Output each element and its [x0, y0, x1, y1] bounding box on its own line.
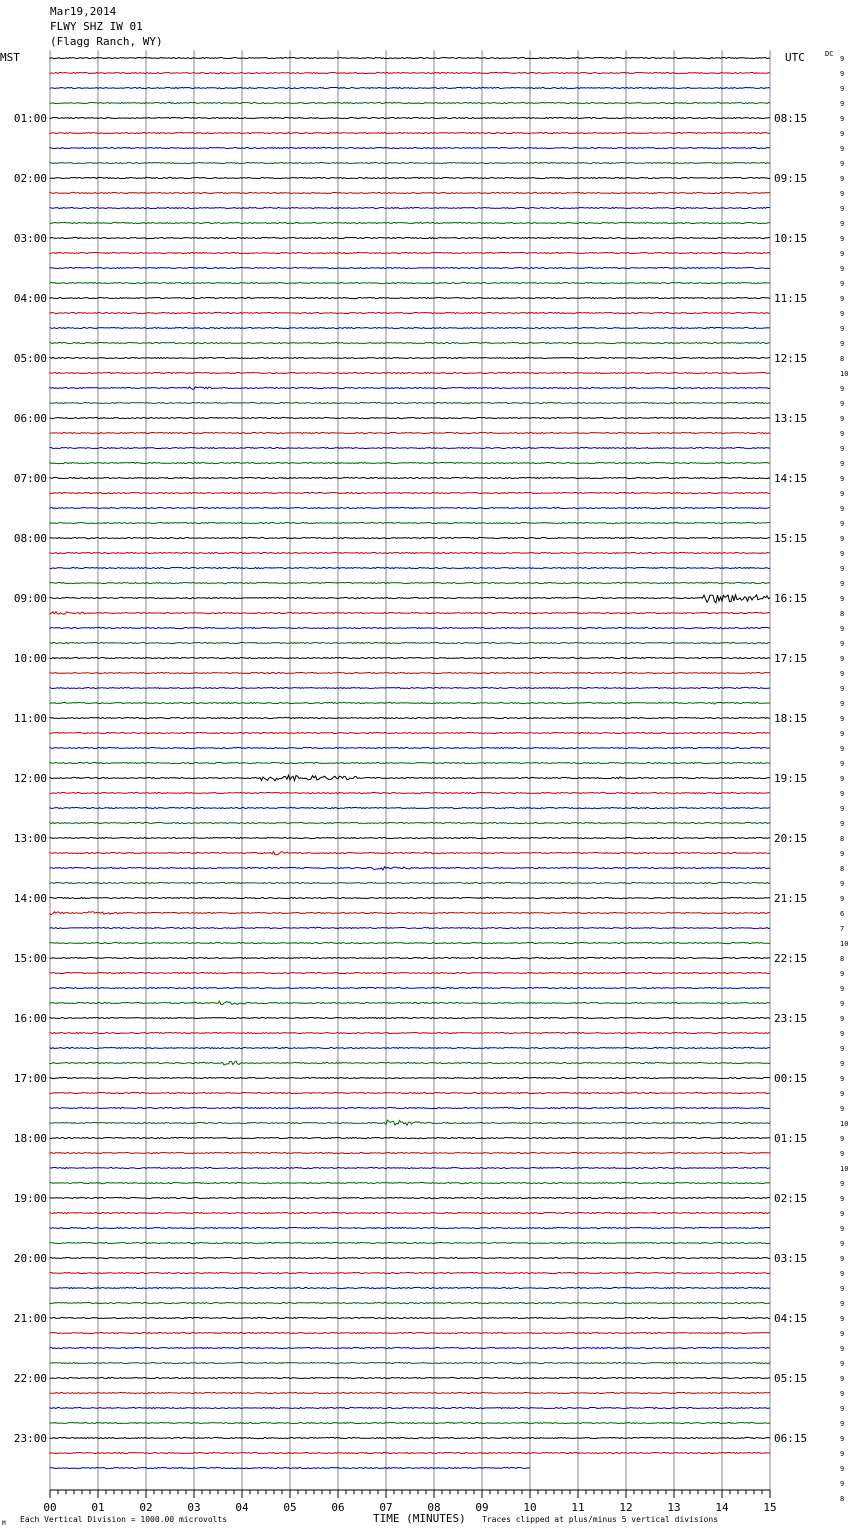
dc-offset-label: 6	[840, 910, 845, 918]
seismic-trace	[50, 1032, 770, 1033]
dc-offset-label: 9	[840, 310, 845, 318]
seismic-trace	[50, 927, 770, 928]
seismic-trace	[50, 222, 770, 223]
seismic-trace	[50, 342, 770, 343]
utc-hour-label: 18:15	[774, 712, 808, 725]
dc-offset-label: 9	[840, 1180, 845, 1188]
x-tick-label: 00	[43, 1501, 57, 1514]
dc-offset-label: 9	[840, 1435, 845, 1443]
left-timezone-label: MST	[0, 51, 20, 64]
seismic-trace	[50, 1407, 770, 1408]
seismic-trace	[50, 507, 770, 508]
dc-offset-label: 9	[840, 730, 845, 738]
dc-offset-label: 9	[840, 265, 845, 273]
seismic-trace	[50, 1392, 770, 1393]
dc-offset-label: 9	[840, 985, 845, 993]
dc-offset-label: 9	[840, 1075, 845, 1083]
mst-hour-label: 19:00	[13, 1192, 47, 1205]
mst-hour-label: 02:00	[13, 172, 47, 185]
seismic-trace	[50, 595, 770, 603]
dc-offset-label: 8	[840, 865, 845, 873]
dc-offset-label: 9	[840, 445, 845, 453]
mst-hour-label: 22:00	[13, 1372, 47, 1385]
dc-offset-label: 9	[840, 640, 845, 648]
seismic-trace	[50, 987, 770, 988]
seismic-trace	[50, 477, 770, 478]
dc-offset-label: 8	[840, 1495, 845, 1503]
seismic-trace	[50, 237, 770, 238]
corner-mark: M	[2, 1520, 6, 1527]
seismic-trace	[50, 1137, 770, 1138]
header-location: (Flagg Ranch, WY)	[50, 35, 163, 48]
dc-offset-label: 9	[840, 430, 845, 438]
seismic-trace	[50, 282, 770, 283]
utc-hour-label: 17:15	[774, 652, 808, 665]
mst-hour-label: 13:00	[13, 832, 47, 845]
utc-hour-label: 13:15	[774, 412, 808, 425]
dc-offset-label: 9	[840, 1060, 845, 1068]
dc-offset-label: 9	[840, 1240, 845, 1248]
seismic-trace	[50, 417, 770, 418]
seismic-trace	[50, 672, 770, 673]
x-tick-label: 03	[187, 1501, 201, 1514]
seismic-trace	[50, 1452, 770, 1453]
utc-hour-label: 00:15	[774, 1072, 808, 1085]
utc-hour-label: 09:15	[774, 172, 808, 185]
dc-offset-label: 9	[840, 700, 845, 708]
seismic-trace	[50, 567, 770, 568]
seismic-trace	[50, 327, 770, 328]
dc-offset-label: 9	[840, 790, 845, 798]
dc-offset-label: 8	[840, 610, 845, 618]
dc-offset-label: 9	[840, 475, 845, 483]
mst-hour-label: 01:00	[13, 112, 47, 125]
dc-offset-label: 9	[840, 1105, 845, 1113]
seismic-trace	[50, 1287, 770, 1288]
seismic-trace	[50, 1437, 770, 1438]
dc-offset-label: 9	[840, 1315, 845, 1323]
utc-hour-label: 03:15	[774, 1252, 808, 1265]
seismic-trace	[50, 582, 770, 583]
seismic-trace	[50, 1377, 770, 1378]
seismic-trace	[50, 1167, 770, 1168]
dc-offset-label: 10	[840, 1165, 849, 1173]
seismic-trace	[50, 462, 770, 463]
dc-offset-label: 9	[840, 1135, 845, 1143]
scale-note: Each Vertical Division = 1000.00 microvolts	[20, 1515, 228, 1524]
dc-offset-label: 9	[840, 1480, 845, 1488]
dc-offset-label: 9	[840, 1375, 845, 1383]
dc-offset-label: 8	[840, 355, 845, 363]
seismic-trace	[50, 1317, 770, 1318]
seismic-trace	[50, 1212, 770, 1213]
seismic-trace	[50, 297, 770, 298]
dc-offset-label: 9	[840, 1300, 845, 1308]
dc-offset-label: 9	[840, 745, 845, 753]
dc-offset-label: 9	[840, 1285, 845, 1293]
mst-hour-label: 12:00	[13, 772, 47, 785]
dc-offset-label: 9	[840, 1390, 845, 1398]
x-tick-label: 08	[427, 1501, 441, 1514]
x-tick-label: 01	[91, 1501, 105, 1514]
seismic-trace	[50, 1242, 770, 1243]
seismic-trace	[50, 372, 770, 373]
seismic-trace	[50, 537, 770, 538]
mst-hour-label: 10:00	[13, 652, 47, 665]
dc-offset-label: 9	[840, 505, 845, 513]
seismic-trace	[50, 57, 770, 58]
seismic-trace	[50, 657, 770, 658]
x-tick-label: 11	[571, 1501, 585, 1514]
seismic-trace	[50, 147, 770, 148]
dc-offset-label: 9	[840, 1330, 845, 1338]
seismic-trace	[50, 1152, 770, 1153]
mst-hour-label: 16:00	[13, 1012, 47, 1025]
dc-offset-label: 9	[840, 1015, 845, 1023]
mst-hour-label: 06:00	[13, 412, 47, 425]
seismic-trace	[50, 807, 770, 808]
seismic-trace	[50, 1001, 770, 1005]
seismic-trace	[50, 1272, 770, 1273]
dc-offset-label: 9	[840, 1225, 845, 1233]
seismic-trace	[50, 87, 770, 88]
dc-offset-label: 9	[840, 55, 845, 63]
mst-hour-label: 23:00	[13, 1432, 47, 1445]
dc-offset-label: 9	[840, 340, 845, 348]
dc-offset-label: 10	[840, 1120, 849, 1128]
utc-hour-label: 16:15	[774, 592, 808, 605]
seismic-trace	[50, 432, 770, 433]
seismic-trace	[50, 1302, 770, 1303]
x-tick-label: 14	[715, 1501, 729, 1514]
mst-hour-label: 18:00	[13, 1132, 47, 1145]
utc-hour-label: 19:15	[774, 772, 808, 785]
dc-offset-label: 9	[840, 1045, 845, 1053]
seismic-trace	[50, 252, 770, 253]
seismic-trace	[50, 897, 770, 898]
utc-hour-label: 02:15	[774, 1192, 808, 1205]
x-tick-label: 15	[763, 1501, 777, 1514]
seismic-trace	[50, 1422, 770, 1423]
dc-offset-label: 9	[840, 1090, 845, 1098]
seismic-trace	[50, 942, 770, 943]
dc-offset-label: 9	[840, 1255, 845, 1263]
dc-offset-label: 9	[840, 580, 845, 588]
utc-hour-label: 11:15	[774, 292, 808, 305]
dc-offset-label: 9	[840, 1000, 845, 1008]
dc-offset-label: 9	[840, 565, 845, 573]
dc-offset-label: 9	[840, 970, 845, 978]
seismic-trace	[50, 1047, 770, 1048]
seismic-trace	[50, 402, 770, 403]
utc-hour-label: 10:15	[774, 232, 808, 245]
dc-offset-label: 10	[840, 940, 849, 948]
dc-offset-label: 9	[840, 1210, 845, 1218]
seismic-trace	[50, 132, 770, 133]
dc-offset-label: 9	[840, 670, 845, 678]
seismic-trace	[50, 1197, 770, 1198]
utc-hour-label: 22:15	[774, 952, 808, 965]
dc-offset-label: 9	[840, 85, 845, 93]
x-tick-label: 07	[379, 1501, 393, 1514]
dc-offset-label: 9	[840, 295, 845, 303]
dc-offset-label: 7	[840, 925, 845, 933]
dc-offset-label: 9	[840, 805, 845, 813]
seismic-trace	[50, 717, 770, 718]
seismic-trace	[50, 792, 770, 793]
dc-offset-label: 9	[840, 1465, 845, 1473]
seismic-trace	[50, 1362, 770, 1363]
x-tick-label: 05	[283, 1501, 297, 1514]
dc-offset-label: 9	[840, 250, 845, 258]
dc-offset-label: 9	[840, 235, 845, 243]
mst-hour-label: 14:00	[13, 892, 47, 905]
seismic-trace	[50, 972, 770, 973]
dc-offset-label: 9	[840, 715, 845, 723]
dc-offset-label: 9	[840, 520, 845, 528]
seismic-trace	[50, 552, 770, 553]
utc-hour-label: 01:15	[774, 1132, 808, 1145]
seismic-trace	[50, 882, 770, 883]
dc-offset-label: 9	[840, 70, 845, 78]
dc-label: DC	[825, 50, 834, 58]
dc-offset-label: 8	[840, 835, 845, 843]
dc-offset-label: 8	[840, 955, 845, 963]
seismic-trace	[50, 627, 770, 628]
utc-hour-label: 12:15	[774, 352, 808, 365]
seismic-trace	[50, 72, 770, 73]
seismic-trace	[50, 1182, 770, 1183]
seismic-trace	[50, 612, 770, 615]
dc-offset-label: 9	[840, 895, 845, 903]
utc-hour-label: 06:15	[774, 1432, 808, 1445]
dc-offset-label: 9	[840, 190, 845, 198]
utc-hour-label: 23:15	[774, 1012, 808, 1025]
dc-offset-label: 9	[840, 1450, 845, 1458]
utc-hour-label: 15:15	[774, 532, 808, 545]
utc-hour-label: 04:15	[774, 1312, 808, 1325]
mst-hour-label: 05:00	[13, 352, 47, 365]
mst-hour-label: 21:00	[13, 1312, 47, 1325]
seismic-trace	[50, 822, 770, 823]
dc-offset-label: 9	[840, 1150, 845, 1158]
x-tick-label: 09	[475, 1501, 489, 1514]
dc-offset-label: 9	[840, 850, 845, 858]
mst-hour-label: 17:00	[13, 1072, 47, 1085]
seismic-trace	[50, 732, 770, 733]
dc-offset-label: 9	[840, 760, 845, 768]
x-axis	[43, 1490, 776, 1514]
dc-offset-label: 9	[840, 325, 845, 333]
mst-hour-label: 15:00	[13, 952, 47, 965]
seismic-trace	[50, 837, 770, 838]
dc-offset-label: 9	[840, 115, 845, 123]
dc-offset-label: 9	[840, 100, 845, 108]
dc-offset-label: 9	[840, 385, 845, 393]
dc-offset-label: 9	[840, 535, 845, 543]
seismic-trace	[50, 867, 770, 870]
seismic-trace	[50, 747, 770, 748]
seismic-trace	[50, 102, 770, 103]
seismic-trace	[50, 1061, 770, 1065]
seismic-trace	[50, 522, 770, 523]
clip-note: Traces clipped at plus/minus 5 vertical divisions	[482, 1515, 719, 1524]
dc-offset-label: 9	[840, 415, 845, 423]
x-tick-label: 02	[139, 1501, 153, 1514]
seismic-trace	[50, 162, 770, 163]
utc-hour-label: 05:15	[774, 1372, 808, 1385]
utc-hour-label: 20:15	[774, 832, 808, 845]
dc-offset-label: 9	[840, 1195, 845, 1203]
seismic-trace	[50, 192, 770, 193]
dc-offset-label: 9	[840, 145, 845, 153]
dc-offset-label: 9	[840, 655, 845, 663]
mst-hour-label: 07:00	[13, 472, 47, 485]
utc-hour-label: 14:15	[774, 472, 808, 485]
x-tick-label: 10	[523, 1501, 537, 1514]
dc-offset-label: 9	[840, 490, 845, 498]
dc-offset-label: 9	[840, 775, 845, 783]
dc-offset-label: 9	[840, 880, 845, 888]
seismic-trace	[50, 642, 770, 643]
seismic-trace	[50, 1227, 770, 1228]
x-tick-label: 13	[667, 1501, 681, 1514]
dc-offset-label: 9	[840, 685, 845, 693]
mst-hour-label: 09:00	[13, 592, 47, 605]
seismic-trace	[50, 687, 770, 688]
dc-offset-label: 9	[840, 625, 845, 633]
mst-hour-label: 03:00	[13, 232, 47, 245]
seismic-trace	[50, 447, 770, 448]
seismic-trace	[50, 702, 770, 704]
header-date: Mar19,2014	[50, 5, 117, 18]
seismic-trace	[50, 492, 770, 493]
x-axis-title: TIME (MINUTES)	[373, 1512, 466, 1525]
seismic-trace	[50, 957, 770, 958]
mst-hour-label: 04:00	[13, 292, 47, 305]
dc-offset-label: 9	[840, 1345, 845, 1353]
dc-offset-label: 9	[840, 1360, 845, 1368]
utc-hour-label: 21:15	[774, 892, 808, 905]
traces-layer	[50, 57, 770, 1468]
dc-offset-label: 9	[840, 1420, 845, 1428]
dc-offset-label: 9	[840, 205, 845, 213]
dc-offset-label: 9	[840, 1405, 845, 1413]
x-tick-label: 04	[235, 1501, 249, 1514]
dc-offset-label: 9	[840, 175, 845, 183]
seismic-trace	[50, 1092, 770, 1093]
dc-offset-label: 9	[840, 400, 845, 408]
seismic-trace	[50, 1120, 770, 1125]
seismic-trace	[50, 1107, 770, 1108]
dc-offset-label: 9	[840, 1030, 845, 1038]
seismic-trace	[50, 357, 770, 358]
dc-offset-label: 9	[840, 595, 845, 603]
seismic-trace	[50, 1017, 770, 1018]
mst-hour-label: 11:00	[13, 712, 47, 725]
seismic-trace	[50, 177, 770, 178]
seismic-trace	[50, 912, 770, 915]
dc-offset-label: 9	[840, 460, 845, 468]
seismic-trace	[50, 312, 770, 313]
dc-offset-label: 9	[840, 820, 845, 828]
grid-layer	[50, 50, 770, 1490]
seismic-trace	[50, 267, 770, 268]
dc-offset-label: 10	[840, 370, 849, 378]
seismic-trace	[50, 1347, 770, 1348]
seismic-trace	[50, 1077, 770, 1078]
dc-offset-label: 9	[840, 220, 845, 228]
seismic-trace	[50, 1257, 770, 1258]
seismic-trace	[50, 207, 770, 208]
dc-offset-label: 9	[840, 130, 845, 138]
dc-offset-label: 9	[840, 1270, 845, 1278]
dc-offset-label: 9	[840, 550, 845, 558]
utc-hour-label: 08:15	[774, 112, 808, 125]
seismic-trace	[50, 1332, 770, 1333]
x-tick-label: 12	[619, 1501, 633, 1514]
seismic-trace	[50, 117, 770, 118]
mst-hour-label: 20:00	[13, 1252, 47, 1265]
right-timezone-label: UTC	[785, 51, 805, 64]
seismic-trace	[50, 762, 770, 763]
x-tick-label: 06	[331, 1501, 345, 1514]
dc-offset-label: 9	[840, 280, 845, 288]
seismic-trace	[50, 852, 770, 855]
seismic-trace	[50, 775, 770, 781]
dc-offset-label: 9	[840, 160, 845, 168]
header-station: FLWY SHZ IW 01	[50, 20, 143, 33]
seismic-trace	[50, 387, 770, 389]
mst-hour-label: 08:00	[13, 532, 47, 545]
